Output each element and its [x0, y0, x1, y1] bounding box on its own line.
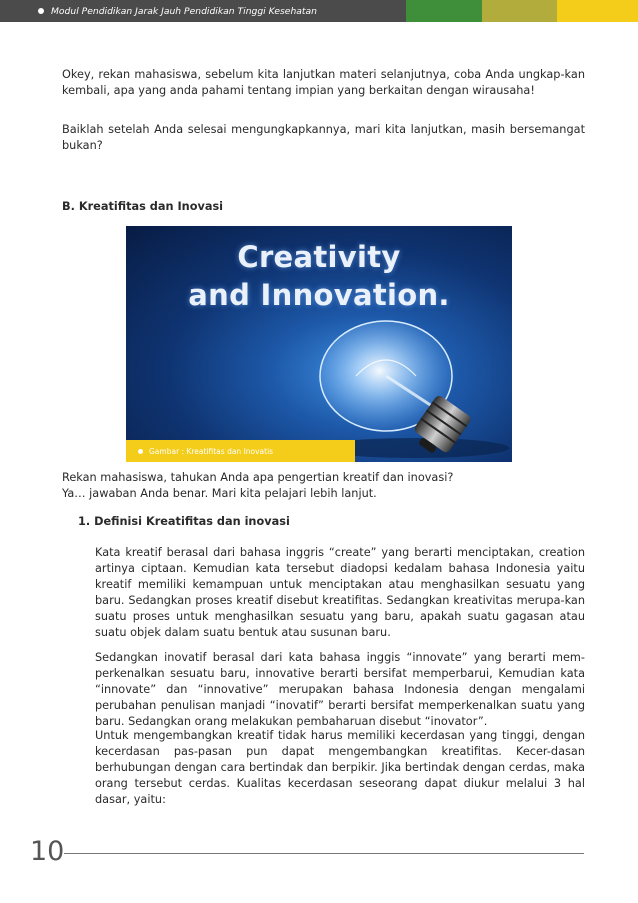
- intro-paragraph-2: Baiklah setelah Anda selesai mengungkapkannya, mari kita lanjutkan, masih bersemangat bukan?: [62, 123, 585, 152]
- bullet-icon: [138, 449, 143, 454]
- question-paragraph: Rekan mahasiswa, tahukan Anda apa pengertian kreatif dan inovasi?: [62, 471, 454, 484]
- header-olive-segment: [482, 0, 557, 22]
- caption-text: Gambar : Kreatifitas dan Inovatis: [149, 446, 274, 456]
- header-yellow-segment: [557, 0, 638, 22]
- definition-paragraph-3: Untuk mengembangkan kreatif tidak harus memiliki kecerdasan yang tinggi, dengan kecerdasan pas-pasan pun dapat mengembangkan kreatifitas. Kecer-dasan berhubungan dengan cara bertindak dan berpikir. Jika bertindak dengan cerdas, maka orang tersebut cerdas. Kualitas kecerdasan seseorang dapat diukur melalui 3 hal dasar, yaitu:: [95, 729, 585, 806]
- footer-divider: [64, 853, 584, 854]
- definition-paragraph-1: Kata kreatif berasal dari bahasa inggris “create” yang berarti menciptakan, creation artinya ciptaan. Kemudian kata tersebut diadopsi kedalam bahasa Indonesia yaitu kreatif memiliki kemampuan untuk menciptakan atau menghasilkan sesuatu yang baru. Sedangkan proses kreatif disebut kreatifitas. Sedangkan kreativitas merupa-kan suatu proses untuk menghasilkan sesuatu yang baru, apakah suatu gagasan atau suatu objek dalam suatu bentuk atau susunan baru.: [95, 546, 585, 639]
- section-heading: B. Kreatifitas dan Inovasi: [62, 200, 224, 213]
- definition-paragraph-2: Sedangkan inovatif berasal dari kata bahasa inggis “innovate” yang berarti mem-perkenalkan sesuatu baru, innovative berarti bersifat memperbarui, Kemudian kata “innovate” dan “innovative” merupakan bahasa Indonesia dengan mengalami perubahan penulisan manjadi “inovatif” berarti bersifat memperkenalkan suatu yang baru. Sedangkan orang melakukan pembaharuan disebut “inovator”.: [95, 651, 585, 728]
- creativity-innovation-image: [126, 226, 512, 462]
- bullet-icon: [38, 8, 44, 14]
- module-title: Modul Pendidikan Jarak Jauh Pendidikan Tinggi Kesehatan: [51, 5, 317, 17]
- subsection-heading: 1. Definisi Kreatifitas dan inovasi: [78, 515, 290, 528]
- header-title-bar: [0, 0, 406, 22]
- page-header: [0, 0, 638, 22]
- answer-paragraph: Ya… jawaban Anda benar. Mari kita pelajari lebih lanjut.: [62, 487, 377, 500]
- image-title-line-2: and Innovation.: [188, 278, 450, 312]
- image-caption: [126, 440, 355, 462]
- page-number: 10: [30, 836, 65, 867]
- image-title-line-1: Creativity: [237, 240, 401, 274]
- intro-paragraph-1: Okey, rekan mahasiswa, sebelum kita lanjutkan materi selanjutnya, coba Anda ungkap-kan kembali, apa yang anda pahami tentang impian yang berkaitan dengan wirausaha!: [62, 68, 585, 97]
- header-green-segment: [406, 0, 482, 22]
